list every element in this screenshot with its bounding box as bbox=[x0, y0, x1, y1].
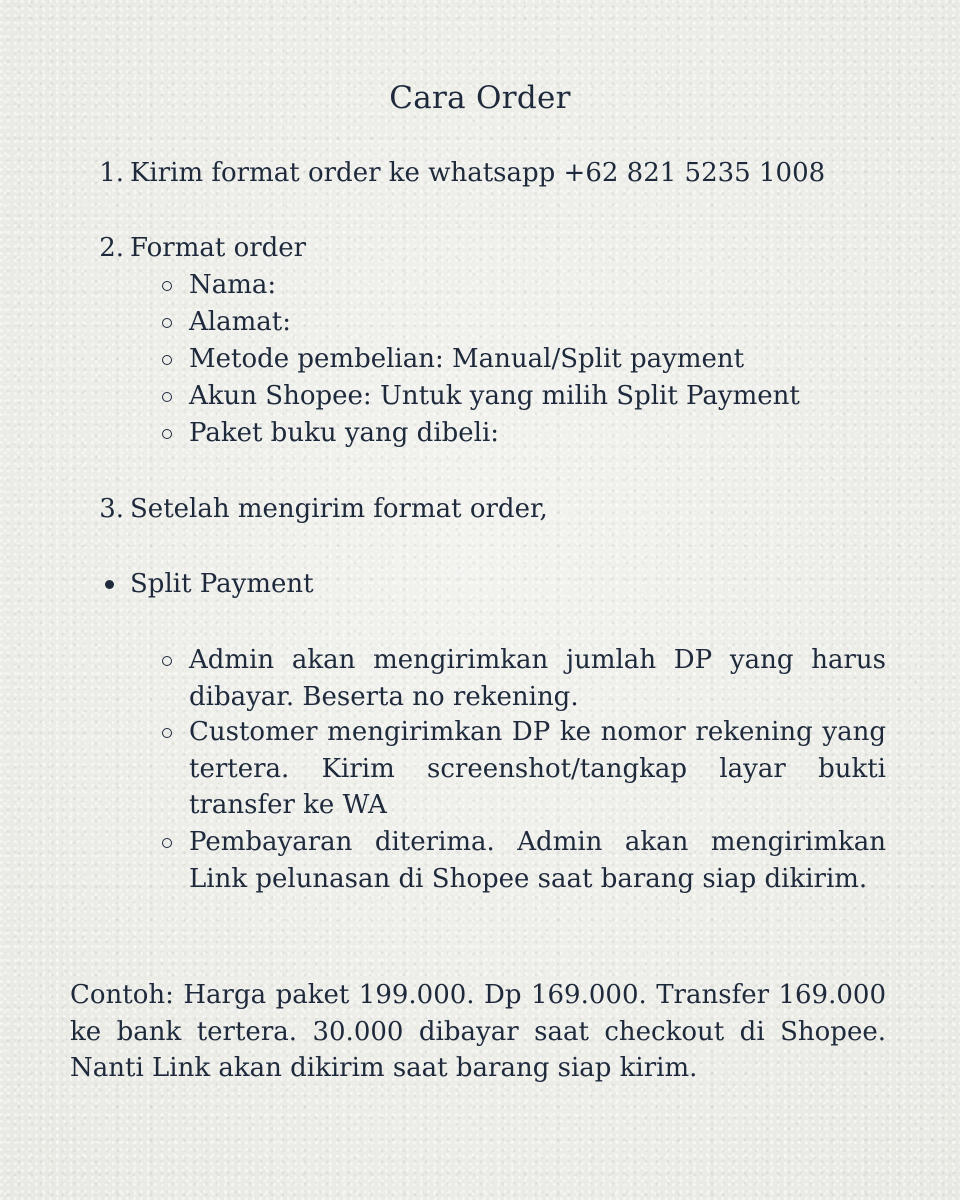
step-3-text: Setelah mengirim format order, bbox=[130, 494, 548, 524]
format-field-item: Akun Shopee: Untuk yang milih Split Payment bbox=[189, 381, 800, 411]
format-field-item: Paket buku yang dibeli: bbox=[189, 418, 500, 448]
step-3-number: 3. bbox=[99, 494, 124, 524]
bullet-dot-icon bbox=[105, 580, 114, 589]
circle-bullet-icon bbox=[162, 728, 172, 738]
page-title: Cara Order bbox=[389, 80, 571, 116]
example-paragraph bbox=[70, 977, 886, 1087]
step-2-text: Format order bbox=[130, 233, 307, 263]
circle-bullet-icon bbox=[162, 838, 172, 848]
circle-bullet-icon bbox=[162, 656, 172, 666]
step-1-number: 1. bbox=[99, 158, 124, 188]
circle-bullet-icon bbox=[162, 318, 172, 328]
split-payment-step-text: Pembayaran diterima. Admin akan mengirimkan Link pelunasan di Shopee saat barang siap dikirim. bbox=[189, 827, 886, 894]
example-text: Contoh: Harga paket 199.000. Dp 169.000. Transfer 169.000 ke bank tertera. 30.000 dibayar saat checkout di Shopee. Nanti Link akan dikirim saat barang siap kirim. bbox=[70, 980, 886, 1083]
step-1-text: Kirim format order ke whatsapp +62 821 5235 1008 bbox=[130, 158, 826, 188]
circle-bullet-icon bbox=[162, 355, 172, 365]
split-payment-heading: Split Payment bbox=[130, 569, 314, 599]
split-payment-step bbox=[189, 714, 886, 824]
circle-bullet-icon bbox=[162, 281, 172, 291]
split-payment-step bbox=[189, 642, 886, 715]
split-payment-step bbox=[189, 824, 886, 897]
circle-bullet-icon bbox=[162, 429, 172, 439]
format-field-item: Metode pembelian: Manual/Split payment bbox=[189, 344, 745, 374]
step-2-number: 2. bbox=[99, 233, 124, 263]
split-payment-step-text: Customer mengirimkan DP ke nomor rekening yang tertera. Kirim screenshot/tangkap layar bukti transfer ke WA bbox=[189, 717, 886, 820]
format-field-item: Nama: bbox=[189, 270, 277, 300]
split-payment-step-text: Admin akan mengirimkan jumlah DP yang harus dibayar. Beserta no rekening. bbox=[189, 645, 886, 712]
format-field-item: Alamat: bbox=[189, 307, 291, 337]
circle-bullet-icon bbox=[162, 392, 172, 402]
